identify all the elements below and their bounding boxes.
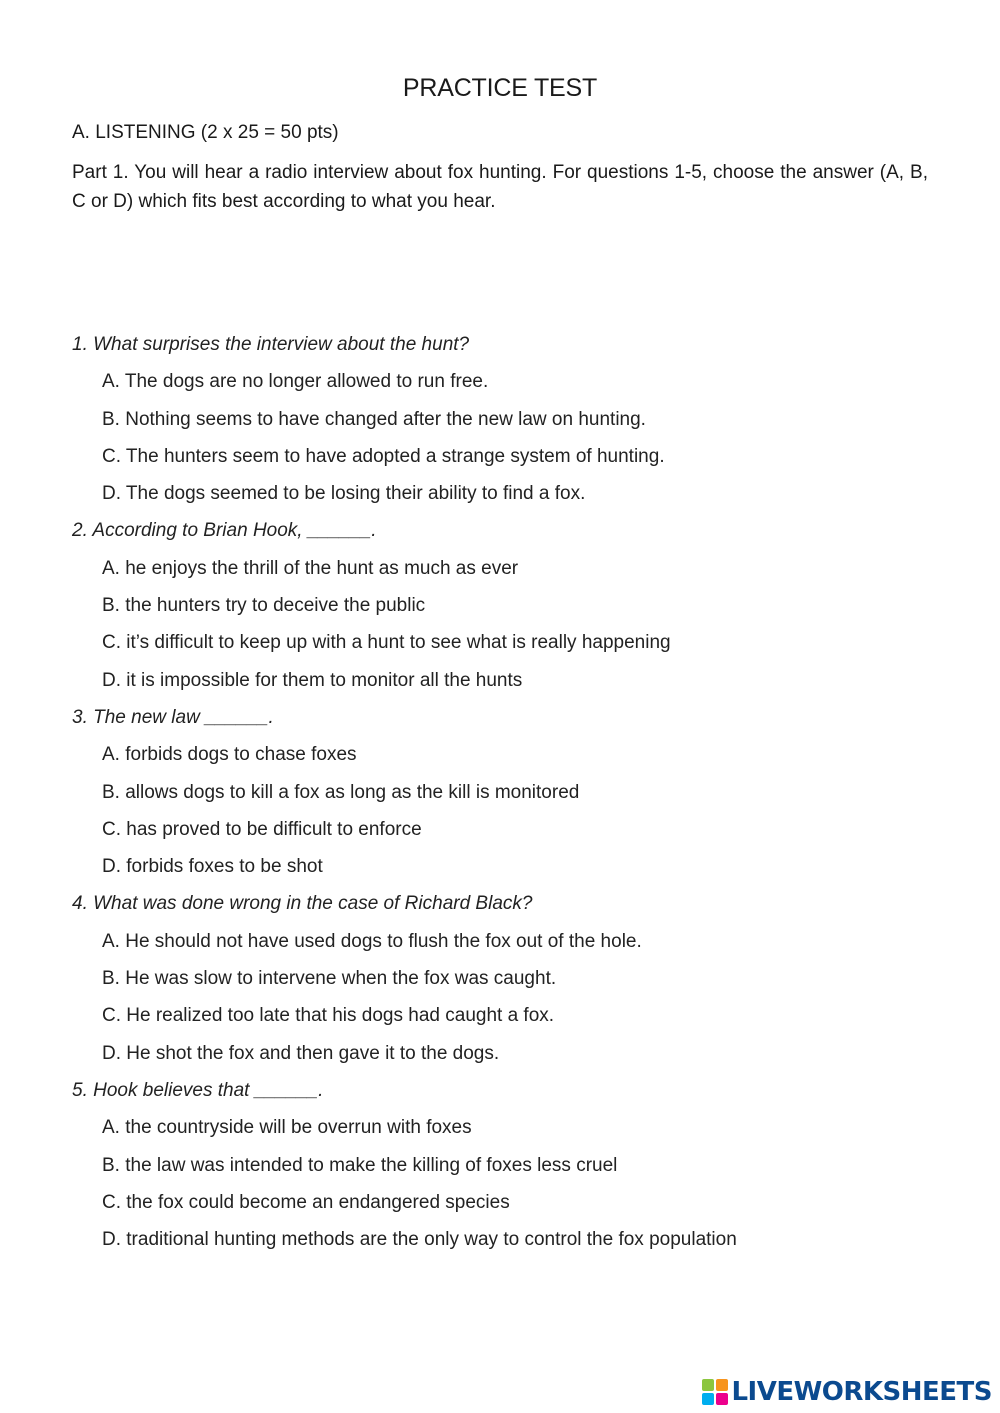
question-2 (72, 512, 952, 698)
option-a[interactable]: A. forbids dogs to chase foxes (102, 744, 357, 766)
question-4 (72, 885, 952, 1071)
question-stem: 1. What surprises the interview about the hunt? (72, 334, 470, 355)
question-3 (72, 699, 952, 885)
option-c[interactable]: C. He realized too late that his dogs had caught a fox. (102, 1005, 555, 1027)
option-c[interactable]: C. the fox could become an endangered species (102, 1191, 510, 1213)
question-stem: 3. The new law ______. (72, 706, 274, 728)
option-a[interactable]: A. The dogs are no longer allowed to run free. (102, 371, 489, 393)
option-a[interactable]: A. He should not have used dogs to flush the fox out of the hole. (102, 930, 642, 952)
option-b[interactable]: B. Nothing seems to have changed after the new law on hunting. (102, 408, 646, 430)
option-b[interactable]: B. He was slow to intervene when the fox was caught. (102, 968, 557, 990)
question-1 (72, 326, 952, 512)
question-stem: 4. What was done wrong in the case of Richard Black? (72, 893, 533, 915)
part-instructions: Part 1. You will hear a radio interview about fox hunting. For questions 1-5, choose the answer (A, B, C or D) which fits best according to what you hear. (72, 162, 928, 212)
option-b[interactable]: B. the hunters try to deceive the public (102, 595, 426, 617)
watermark-text: LIVEWORKSHEETS (731, 1377, 992, 1407)
option-b[interactable]: B. the law was intended to make the killing of foxes less cruel (102, 1154, 618, 1176)
question-stem: 2. According to Brian Hook, ______. (72, 520, 377, 542)
option-b[interactable]: B. allows dogs to kill a fox as long as the kill is monitored (102, 781, 580, 803)
option-c[interactable]: C. The hunters seem to have adopted a strange system of hunting. (102, 445, 665, 467)
option-d[interactable]: D. it is impossible for them to monitor all the hunts (102, 669, 523, 691)
option-d[interactable]: D. forbids foxes to be shot (102, 856, 323, 878)
option-c[interactable]: C. has proved to be difficult to enforce (102, 818, 422, 840)
liveworksheets-watermark (702, 1377, 992, 1407)
option-d[interactable]: D. He shot the fox and then gave it to the dogs. (102, 1042, 500, 1064)
page-title: PRACTICE TEST (402, 74, 598, 102)
liveworksheets-logo-icon (702, 1379, 728, 1405)
option-d[interactable]: D. The dogs seemed to be losing their ability to find a fox. (102, 483, 586, 505)
question-list (72, 326, 952, 1258)
section-heading: A. LISTENING (2 x 25 = 50 pts) (72, 122, 339, 143)
option-a[interactable]: A. he enjoys the thrill of the hunt as much as ever (102, 557, 519, 579)
question-stem: 5. Hook believes that ______. (72, 1079, 324, 1101)
question-5 (72, 1072, 952, 1258)
option-c[interactable]: C. it’s difficult to keep up with a hunt to see what is really happening (102, 632, 671, 654)
option-a[interactable]: A. the countryside will be overrun with foxes (102, 1117, 472, 1139)
option-d[interactable]: D. traditional hunting methods are the only way to control the fox population (102, 1229, 737, 1251)
